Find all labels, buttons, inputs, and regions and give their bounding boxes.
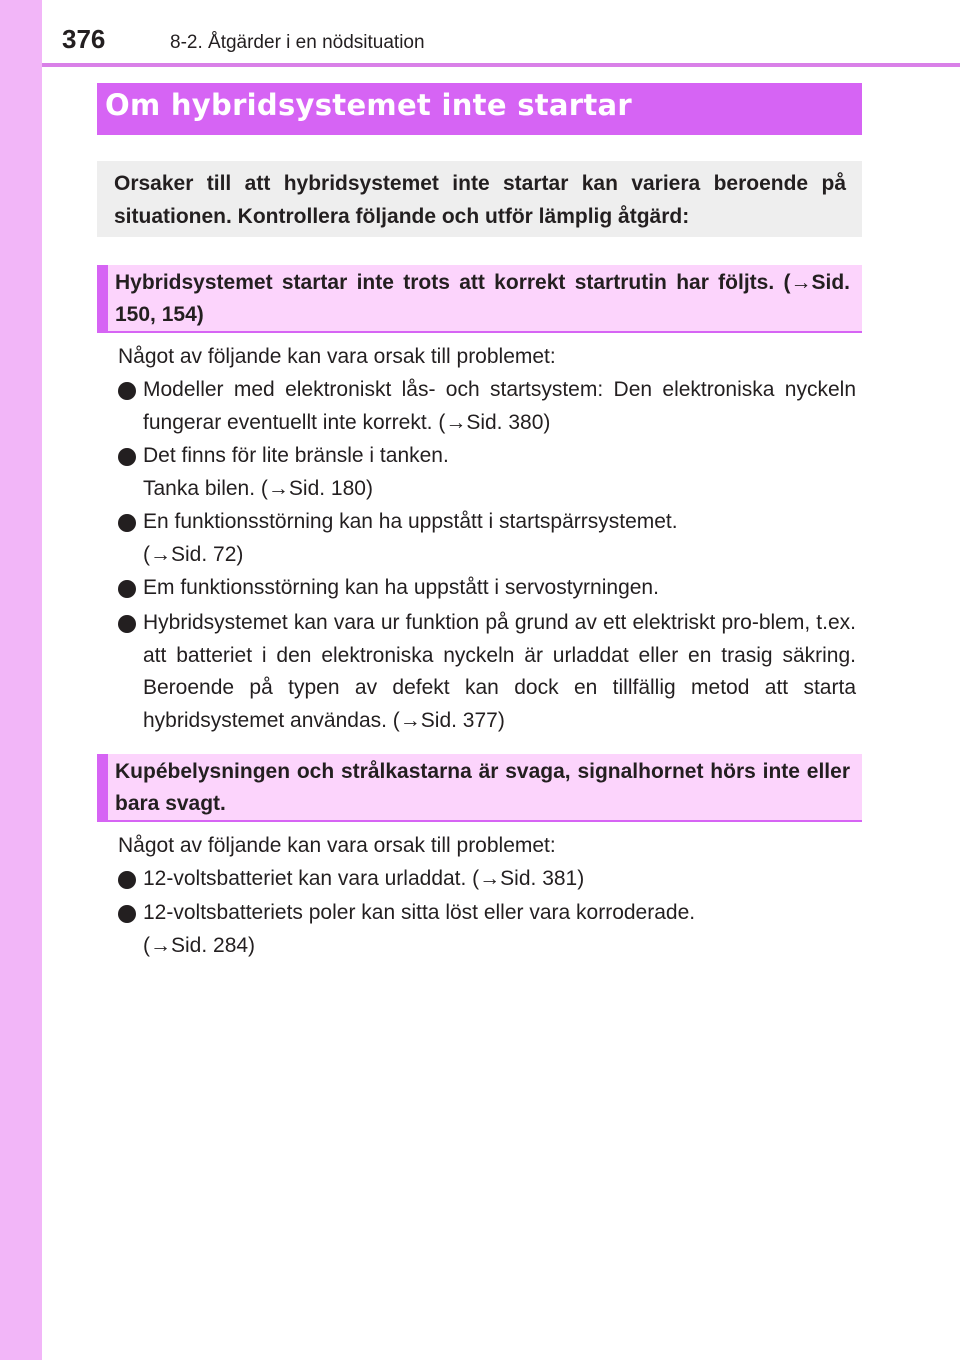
running-head: 8-2. Åtgärder i en nödsituation bbox=[170, 32, 425, 53]
bullet-icon bbox=[118, 580, 136, 598]
bullet-icon bbox=[118, 905, 136, 923]
header-rule bbox=[42, 63, 960, 67]
sub-heading-text: Hybridsystemet startar inte trots att korrekt startrutin har följts. (→Sid. 150, 154) bbox=[115, 271, 850, 326]
list-item bbox=[118, 863, 856, 896]
list-item bbox=[118, 506, 856, 571]
bullet-icon bbox=[118, 871, 136, 889]
list-item-text: En funktionsstörning kan ha uppstått i startspärrsystemet. (→Sid. 72) bbox=[143, 510, 678, 566]
list-item bbox=[118, 607, 856, 737]
section-title-bar bbox=[97, 83, 862, 135]
list-item bbox=[118, 374, 856, 439]
list-item-text: 12-voltsbatteriets poler kan sitta löst eller vara korroderade. (→Sid. 284) bbox=[143, 901, 696, 957]
bullet-icon bbox=[118, 514, 136, 532]
lead-text: Något av följande kan vara orsak till problemet: bbox=[118, 345, 556, 368]
list-item bbox=[118, 897, 856, 962]
list-item bbox=[118, 440, 856, 505]
sub-heading-text: Kupébelysningen och strålkastarna är svaga, signalhornet hörs inte eller bara svagt. bbox=[115, 760, 850, 815]
bullet-icon bbox=[118, 382, 136, 400]
side-color-band bbox=[0, 0, 42, 1360]
sub-heading-weak-lights bbox=[97, 754, 862, 822]
list-item-text: Det finns för lite bränsle i tanken. Tanka bilen. (→Sid. 180) bbox=[143, 444, 449, 500]
bullet-icon bbox=[118, 615, 136, 633]
intro-text: Orsaker till att hybridsystemet inte startar kan variera beroende på situationen. Kontrollera följande och utför lämplig åtgärd: bbox=[114, 172, 846, 228]
list-item bbox=[118, 572, 856, 605]
section-title: Om hybridsystemet inte startar bbox=[105, 88, 633, 122]
list-item-text: 12-voltsbatteriet kan vara urladdat. (→Sid. 381) bbox=[143, 867, 585, 890]
list-item-text: Modeller med elektroniskt lås- och startsystem: Den elektroniska nyckeln fungerar eventuellt inte korrekt. (→Sid. 380) bbox=[143, 378, 856, 434]
list-item-text: Em funktionsstörning kan ha uppstått i servostyrningen. bbox=[143, 576, 659, 599]
list-item-text: Hybridsystemet kan vara ur funktion på grund av ett elektriskt pro-blem, t.ex. att batteriet i den elektroniska nyckeln är urladdat eller en trasig säkring. Beroende på typen av defekt kan dock en tillfällig metod att starta hybridsystemet användas. (→Sid. 377) bbox=[143, 611, 856, 732]
intro-box bbox=[97, 161, 862, 237]
sub-heading-no-start bbox=[97, 265, 862, 333]
bullet-icon bbox=[118, 448, 136, 466]
lead-text: Något av följande kan vara orsak till problemet: bbox=[118, 834, 556, 857]
page-number: 376 bbox=[62, 24, 106, 54]
